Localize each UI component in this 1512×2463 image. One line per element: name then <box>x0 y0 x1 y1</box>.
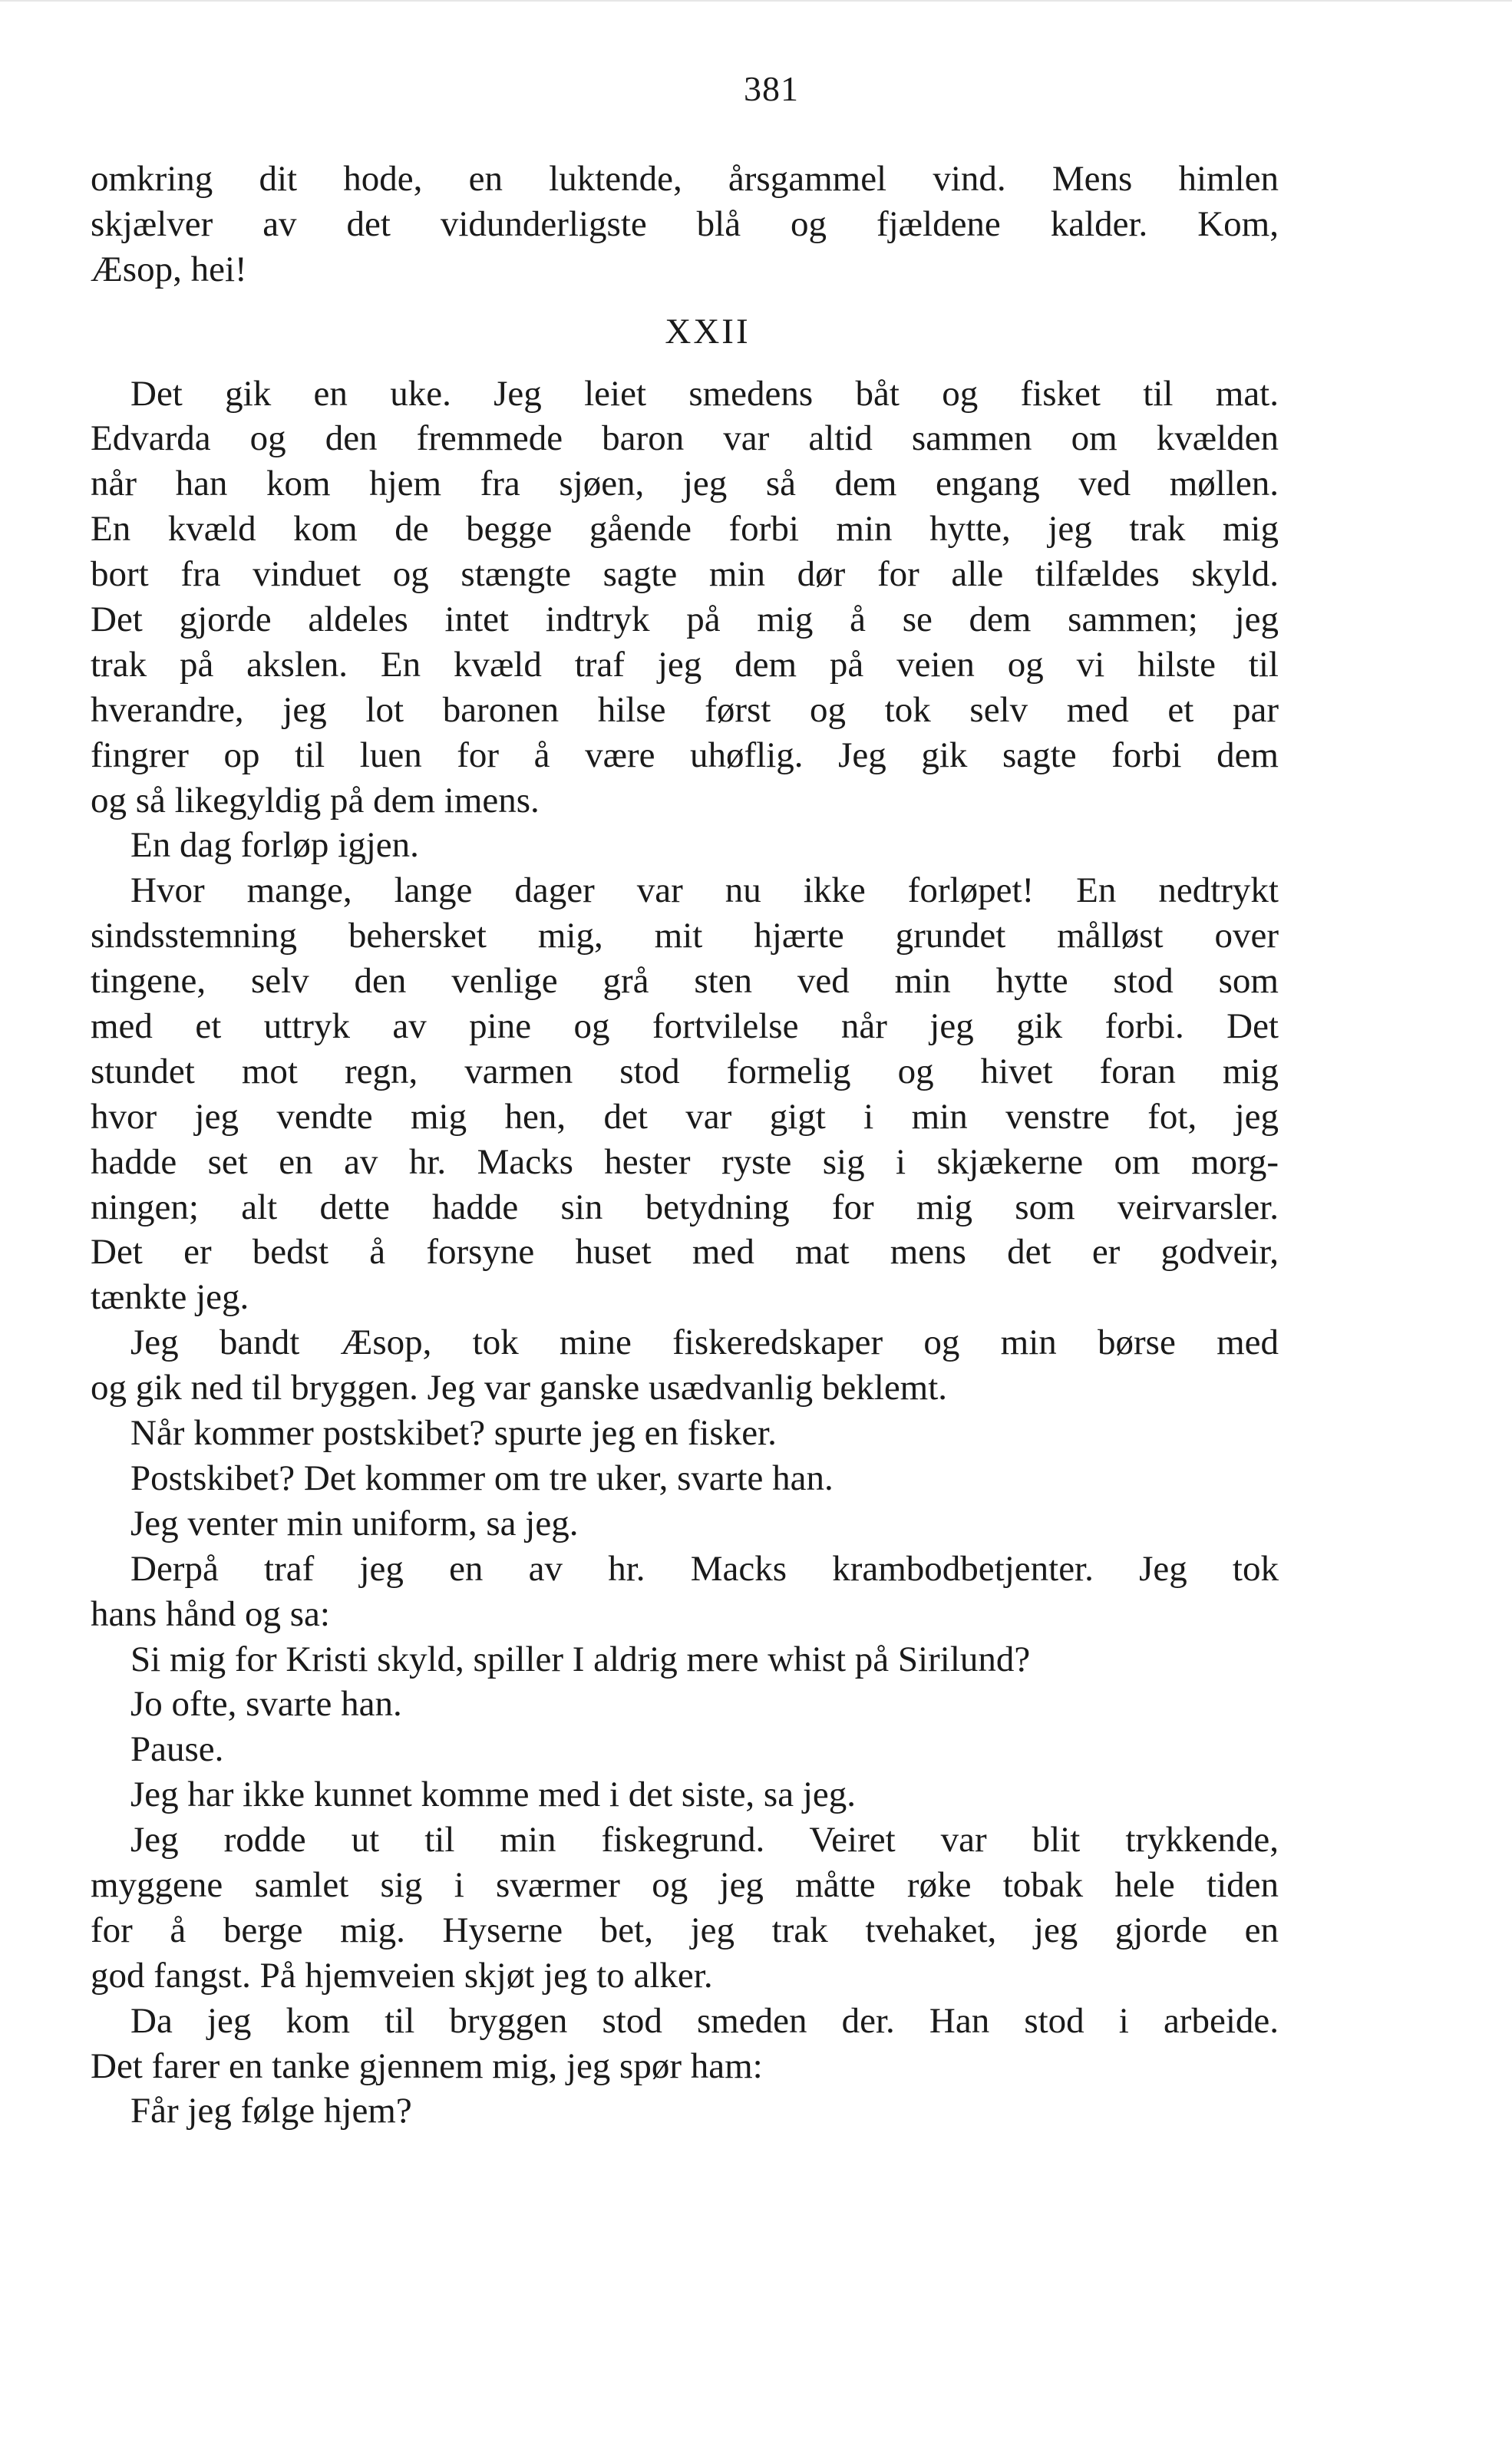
body-text <box>91 157 1279 2134</box>
chapter-heading: XXII <box>665 311 751 352</box>
text-line: hvor jeg vendte mig hen, det var gigt i min venstre fot, jeg <box>91 1096 1279 1137</box>
text-line: bort fra vinduet og stængte sagte min dør for alle tilfældes skyld. <box>91 554 1279 595</box>
text-line: myggene samlet sig i sværmer og jeg måtte røke tobak hele tiden <box>91 1864 1279 1905</box>
text-line: Pause. <box>130 1729 224 1770</box>
text-line: hans hånd og sa: <box>91 1593 330 1634</box>
text-line: hverandre, jeg lot baronen hilse først og tok selv med et par <box>91 689 1279 730</box>
text-line: Jeg har ikke kunnet komme med i det siste, sa jeg. <box>130 1775 857 1815</box>
text-line: sindsstemning behersket mig, mit hjærte grundet målløst over <box>91 916 1279 956</box>
page-number: 381 <box>744 69 799 108</box>
text-line: Derpå traf jeg en av hr. Macks krambodbetjenter. Jeg tok <box>130 1548 1279 1589</box>
text-line: Det gjorde aldeles intet indtryk på mig å se dem sammen; jeg <box>91 599 1279 640</box>
text-line: Det er bedst å forsyne huset med mat mens det er godveir, <box>91 1232 1279 1273</box>
text-line: Det gik en uke. Jeg leiet smedens båt og fisket til mat. <box>130 373 1279 414</box>
text-line: Får jeg følge hjem? <box>130 2091 412 2131</box>
text-line: Det farer en tanke gjennem mig, jeg spør ham: <box>91 2045 763 2086</box>
text-line: og så likegyldig på dem imens. <box>91 780 540 820</box>
text-line: for å berge mig. Hyserne bet, jeg trak tvehaket, jeg gjorde en <box>91 1910 1279 1950</box>
text-line: Æsop, hei! <box>91 249 247 289</box>
text-line: En dag forløp igjen. <box>130 825 419 866</box>
text-line: Jeg bandt Æsop, tok mine fiskeredskaper og min børse med <box>130 1322 1279 1363</box>
text-line: hadde set en av hr. Macks hester ryste sig i skjækerne om morg- <box>91 1141 1279 1182</box>
text-line: Jeg rodde ut til min fiskegrund. Veiret var blit trykkende, <box>130 1820 1279 1860</box>
text-line: stundet mot regn, varmen stod formelig og hivet foran mig <box>91 1051 1279 1091</box>
top-edge-rule <box>0 0 1512 2</box>
text-line: En kvæld kom de begge gående forbi min hytte, jeg trak mig <box>91 509 1279 550</box>
text-line: Hvor mange, lange dager var nu ikke forløpet! En nedtrykt <box>130 870 1279 911</box>
text-line: god fangst. På hjemveien skjøt jeg to alker. <box>91 1955 713 1996</box>
text-line: trak på akslen. En kvæld traf jeg dem på veien og vi hilste til <box>91 644 1279 685</box>
text-line: ningen; alt dette hadde sin betydning for mig som veirvarsler. <box>91 1187 1279 1227</box>
text-line: skjælver av det vidunderligste blå og fjældene kalder. Kom, <box>91 203 1279 244</box>
text-line: Edvarda og den fremmede baron var altid sammen om kvælden <box>91 418 1279 459</box>
text-line: med et uttryk av pine og fortvilelse når jeg gik forbi. Det <box>91 1006 1279 1047</box>
text-line: tænkte jeg. <box>91 1277 249 1318</box>
text-line: Da jeg kom til bryggen stod smeden der. Han stod i arbeide. <box>130 2000 1279 2041</box>
text-line: Jo ofte, svarte han. <box>130 1684 402 1725</box>
text-line: omkring dit hode, en luktende, årsgammel vind. Mens himlen <box>91 159 1279 199</box>
text-line: fingrer op til luen for å være uhøflig. Jeg gik sagte forbi dem <box>91 735 1279 775</box>
text-line: når han kom hjem fra sjøen, jeg så dem engang ved møllen. <box>91 464 1279 504</box>
text-line: Si mig for Kristi skyld, spiller I aldrig mere whist på Sirilund? <box>130 1639 1031 1679</box>
text-line: Jeg venter min uniform, sa jeg. <box>130 1503 579 1544</box>
text-line: Postskibet? Det kommer om tre uker, svarte han. <box>130 1458 834 1498</box>
text-line: tingene, selv den venlige grå sten ved min hytte stod som <box>91 961 1279 1002</box>
text-line: og gik ned til bryggen. Jeg var ganske usædvanlig beklemt. <box>91 1368 948 1408</box>
text-line: Når kommer postskibet? spurte jeg en fisker. <box>130 1413 777 1454</box>
